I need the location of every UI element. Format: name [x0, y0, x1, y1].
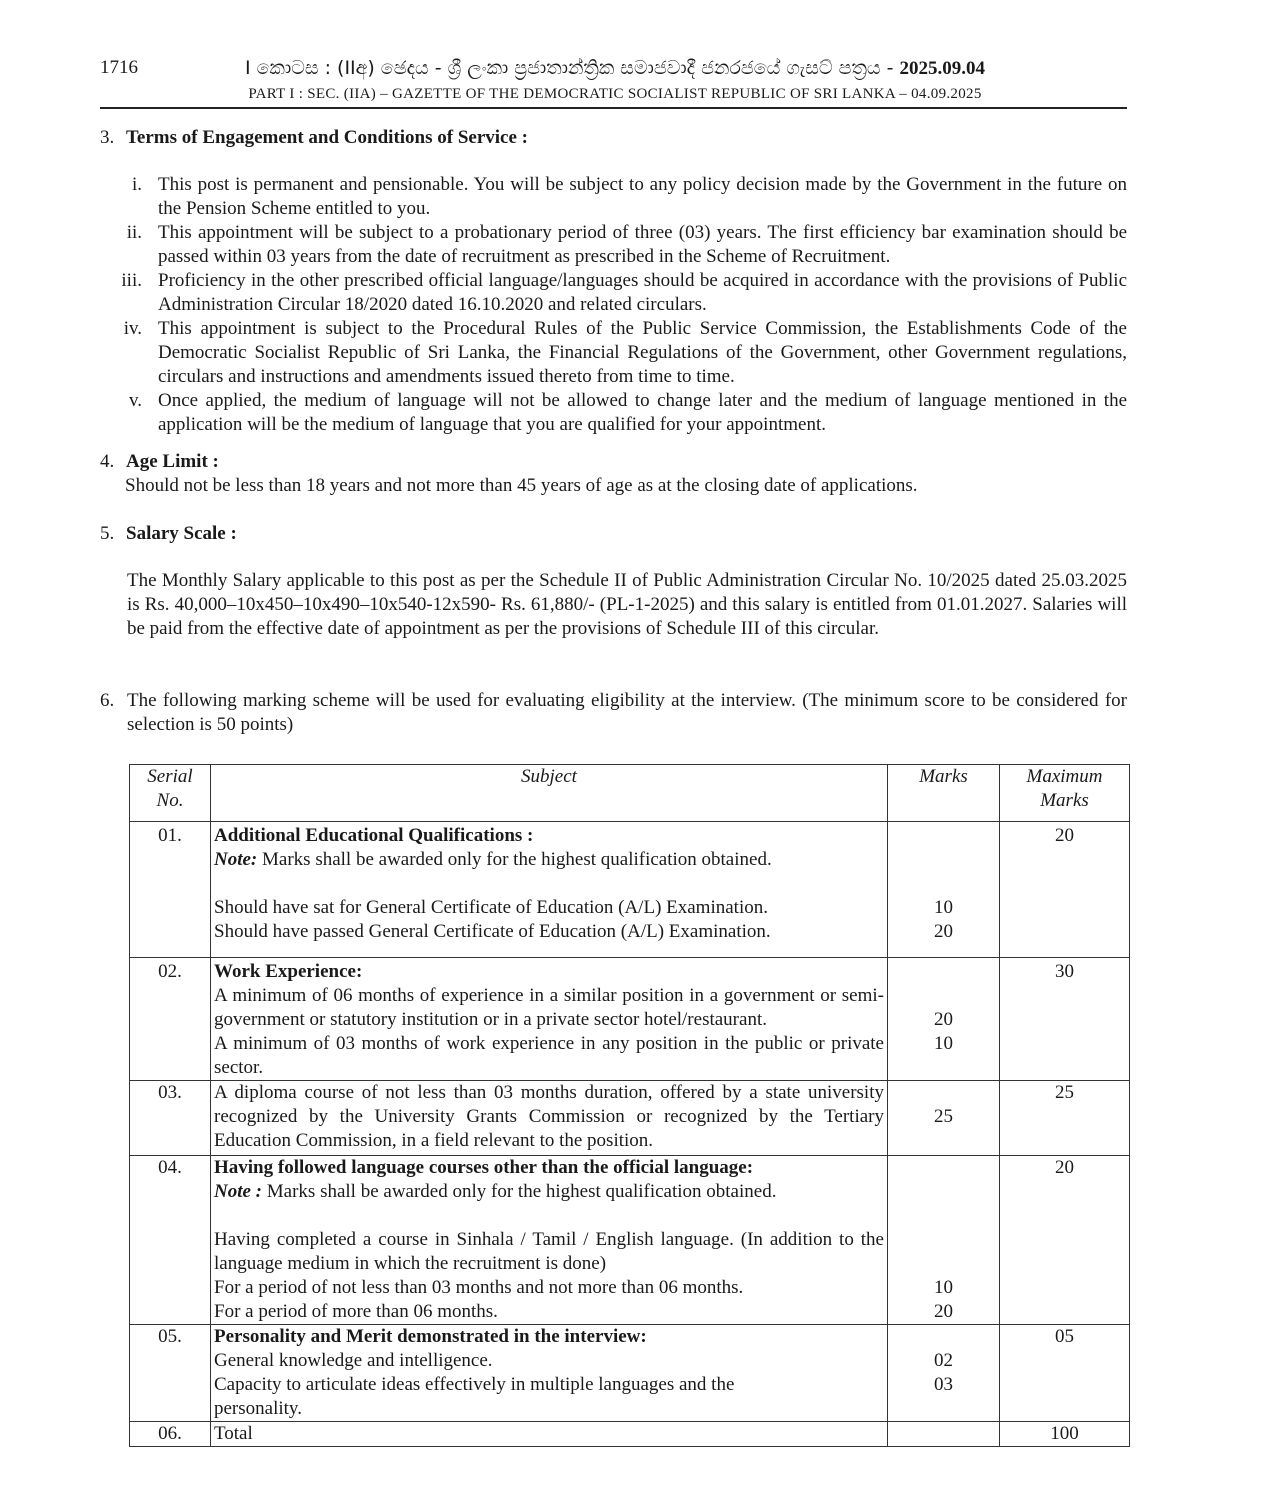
header-subject: Subject — [211, 765, 888, 822]
marks-cell: 10 20 — [888, 1156, 1000, 1325]
max-marks-cell: 25 — [1000, 1081, 1130, 1156]
section-number: 4. — [100, 451, 115, 472]
serial-cell: 06. — [130, 1422, 211, 1447]
serial-cell: 02. — [130, 958, 211, 1081]
serial-cell: 05. — [130, 1325, 211, 1422]
max-marks-cell: 30 — [1000, 958, 1130, 1081]
total-label: Total — [211, 1422, 888, 1447]
table-row — [130, 1156, 1130, 1325]
marking-scheme-table — [129, 764, 1130, 1447]
page-number: 1716 — [100, 57, 138, 78]
header-english-title: PART I : SEC. (IIA) – GAZETTE OF THE DEMOCRATIC SOCIALIST REPUBLIC OF SRI LANKA – 04.09.2025 — [248, 86, 982, 102]
subject-cell: A diploma course of not less than 03 months duration, offered by a state university recognized by the University Grants Commission or recognized by the Tertiary Education Commission, in a field relevant to the position. — [211, 1081, 888, 1156]
salary-scale-text: The Monthly Salary applicable to this post as per the Schedule II of Public Administration Circular No. 10/2025 dated 25.03.2025 is Rs. 40,000–10x450–10x490–10x540-12x590- Rs. 61,880/- (PL-1-2025) and this salary is entitled from 01.01.2027. Salaries will be paid from the effective date of appointment as per the provisions of Schedule III of this circular. — [127, 570, 1127, 639]
table-header-row — [130, 765, 1130, 822]
list-item: iv. This appointment is subject to the Procedural Rules of the Public Service Commission, the Establishments Code of the Democratic Socialist Republic of Sri Lanka, the Financial Regulations of the Government, other Government regulations, circulars and instructions and amendments issued thereto from time to time. — [123, 318, 1127, 387]
subject-cell: Personality and Merit demonstrated in the interview: General knowledge and intelligence. Capacity to articulate ideas effectively in multiple languages and the personality. — [211, 1325, 888, 1422]
list-item: v. Once applied, the medium of language will not be allowed to change later and the medium of language mentioned in the application will be the medium of language that you are qualified for your appointment. — [128, 390, 1127, 435]
conditions-list — [100, 173, 1127, 437]
max-marks-cell: 05 — [1000, 1325, 1130, 1422]
marks-cell: 25 — [888, 1081, 1000, 1156]
header-sinhala-title: I කොටස : (IIඅ) ඡෙදය - ශ්‍රී ලංකා ප්‍රජාතාන්ත්‍රික සමාජවාදී ජනරජයේ ගැසට් පත්‍රය - 2025.09.04 — [244, 57, 986, 79]
section-title: Age Limit : — [126, 451, 219, 472]
marks-cell: 02 03 — [888, 1325, 1000, 1422]
subject-cell: Additional Educational Qualifications : Note: Marks shall be awarded only for the highest qualification obtained. Should have sat for General Certificate of Education (A/L) Examination. Should have passed General Certificate of Education (A/L) Examination. — [211, 822, 888, 958]
max-marks-cell: 20 — [1000, 822, 1130, 958]
subject-cell: Having followed language courses other than the official language: Note : Marks shall be awarded only for the highest qualification obtained. Having completed a course in Sinhala / Tamil / English language. (In addition to the language medium in which the recruitment is done) For a period of not less than 03 months and not more than 06 months. For a period of more than 06 months. — [211, 1156, 888, 1325]
header-date: 2025.09.04 — [899, 58, 986, 79]
marks-cell — [888, 1422, 1000, 1447]
table-row — [130, 1081, 1130, 1156]
marks-cell: 10 20 — [888, 822, 1000, 958]
header-maximum-marks: Maximum Marks — [1000, 765, 1130, 822]
header-serial: Serial No. — [130, 765, 211, 822]
section-number: 3. — [100, 127, 115, 148]
age-limit-text: Should not be less than 18 years and not more than 45 years of age as at the closing date of applications. — [125, 475, 918, 496]
total-max-marks: 100 — [1000, 1422, 1130, 1447]
section-number: 5. — [100, 523, 115, 544]
list-item: iii. Proficiency in the other prescribed official language/languages should be acquired in accordance with the provisions of Public Administration Circular 18/2020 dated 16.10.2020 and related circulars. — [121, 270, 1127, 315]
serial-cell: 01. — [130, 822, 211, 958]
marks-cell: 20 10 — [888, 958, 1000, 1081]
section-6 — [100, 689, 1127, 737]
list-item: ii. This appointment will be subject to a probationary period of three (03) years. The first efficiency bar examination should be passed within 03 years from the date of recruitment as prescribed in the Scheme of Recruitment. — [126, 222, 1127, 267]
max-marks-cell: 20 — [1000, 1156, 1130, 1325]
section-number: 6. — [100, 690, 115, 711]
serial-cell: 03. — [130, 1081, 211, 1156]
serial-cell: 04. — [130, 1156, 211, 1325]
section-title: Salary Scale : — [126, 523, 237, 544]
table-row — [130, 822, 1130, 958]
table-row-total — [130, 1422, 1130, 1447]
table-row — [130, 1325, 1130, 1422]
marking-scheme-intro: The following marking scheme will be used for evaluating eligibility at the interview. (The minimum score to be considered for selection is 50 points) — [127, 690, 1127, 735]
header-divider — [100, 107, 1127, 109]
section-title: Terms of Engagement and Conditions of Service : — [126, 127, 528, 148]
subject-cell: Work Experience: A minimum of 06 months of experience in a similar position in a government or semi-government or statutory institution or in a private sector hotel/restaurant. A minimum of 03 months of work experience in any position in the public or private sector. — [211, 958, 888, 1081]
list-item: i. This post is permanent and pensionable. You will be subject to any policy decision made by the Government in the future on the Pension Scheme entitled to you. — [131, 174, 1127, 219]
header-marks: Marks — [888, 765, 1000, 822]
table-row — [130, 958, 1130, 1081]
